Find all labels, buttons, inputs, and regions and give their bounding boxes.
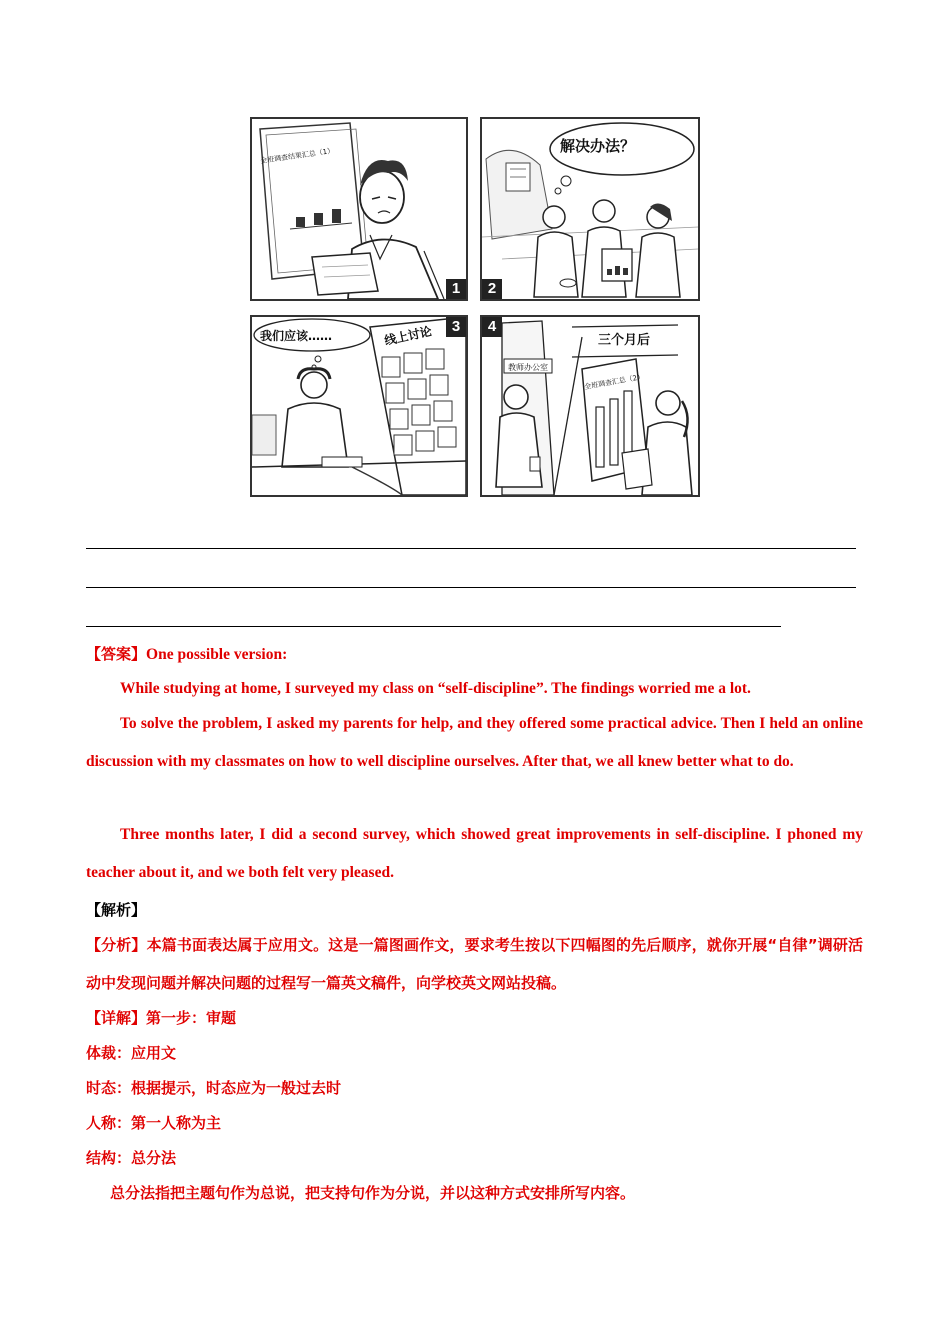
fenxi-label: 【分析】	[86, 936, 147, 954]
panel-number: 3	[446, 317, 466, 337]
caption-text: 三个月后	[598, 333, 651, 348]
analysis-heading: 【解析】	[86, 901, 147, 919]
screen-sign-text: 线上讨论	[383, 324, 434, 348]
panel-number: 2	[482, 279, 502, 299]
answer-title: One possible version:	[146, 646, 288, 663]
chart-bar	[296, 217, 305, 227]
phone-call-illustration	[482, 317, 698, 495]
structure-note: 总分法指把主题句作为总说，把支持句作为分说，并以这种方式安排所写内容。	[110, 1184, 636, 1202]
thought-bubble-text: 解决办法？	[560, 137, 636, 155]
structure-line: 结构：总分法	[86, 1149, 177, 1167]
fenxi-text: 本篇书面表达属于应用文。这是一篇图画作文，要求考生按以下四幅图的先后顺序，就你开展“自律”调研活动中发现问题并解决问题的过程写一篇英文稿件，向学校英文网站投稿。	[86, 936, 863, 992]
comic-strip	[250, 117, 700, 497]
answer-label: 【答案】	[86, 645, 147, 663]
xiangjie-text: 第一步：审题	[146, 1009, 237, 1027]
xiangjie-label: 【详解】	[86, 1009, 147, 1027]
answer-paragraph-1: While studying at home, I surveyed my class on “self-discipline”. The findings worried me a lot.	[120, 680, 751, 697]
analysis-paragraph	[86, 926, 863, 1002]
writing-line[interactable]	[86, 548, 856, 549]
panel-number: 1	[446, 279, 466, 299]
comic-panel-1	[250, 117, 468, 301]
genre-line: 体裁：应用文	[86, 1044, 177, 1062]
chart-bar	[332, 209, 341, 223]
chart-bar	[314, 213, 323, 225]
answer-paragraph-3: Three months later, I did a second survey, which showed great improvements in self-discipline. I phoned my teacher about it, and we both felt very pleased.	[86, 826, 863, 881]
writing-line[interactable]	[86, 587, 856, 588]
door-sign-text: 教师办公室	[508, 363, 548, 372]
comic-panel-4	[480, 315, 700, 497]
thought-bubble-text: 我们应该……	[260, 329, 333, 343]
answer-heading	[86, 635, 287, 674]
writing-line[interactable]	[86, 626, 781, 627]
chart-title: 全班调查结果汇总（1）	[259, 146, 335, 166]
comic-panel-2	[480, 117, 700, 301]
detail-line	[86, 999, 236, 1037]
tense-line: 时态：根据提示，时态应为一般过去时	[86, 1079, 342, 1097]
person-line: 人称：第一人称为主	[86, 1114, 222, 1132]
panel-number: 4	[482, 317, 502, 337]
answer-paragraph-2: To solve the problem, I asked my parents for help, and they offered some practical advice. Then I held an online discussion with my classmates on how to well discipline ourselves. After that, we all knew better what to do.	[86, 715, 863, 770]
student-reading-illustration	[252, 119, 466, 299]
chart-title: 全班调查汇总（2）	[583, 372, 645, 392]
comic-panel-3	[250, 315, 468, 497]
